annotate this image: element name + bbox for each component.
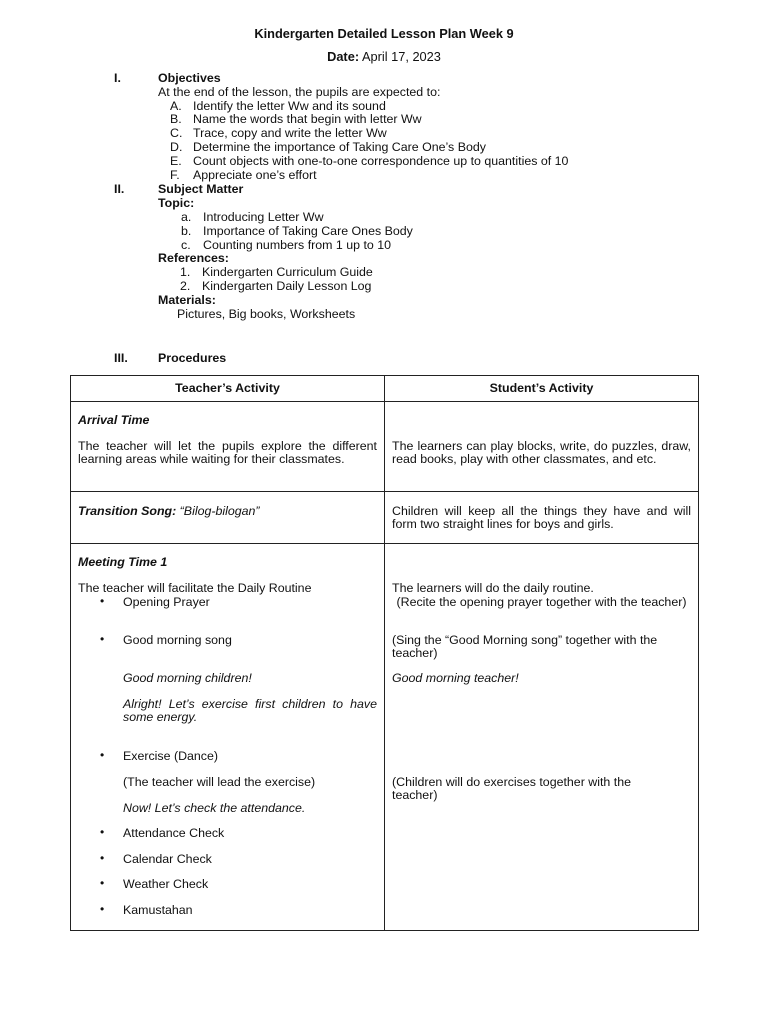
objectives-numeral: I. [114, 71, 121, 85]
routine-attendance: Attendance Check [123, 826, 225, 840]
subject-matter-numeral: II. [114, 182, 125, 196]
teacher-greeting: Good morning children! [123, 671, 252, 685]
topic-marker: b. [181, 224, 192, 238]
teacher-lead-exercise: (The teacher will lead the exercise) [123, 775, 316, 789]
transition-song-title: “Bilog-bilogan” [179, 504, 260, 518]
teacher-activity-header: Teacher’s Activity [71, 376, 385, 402]
reference-marker: 2. [180, 279, 191, 293]
teacher-exercise-prompt: Alright! Let’s exercise first children to have some energy. [123, 697, 377, 725]
objective-marker: B. [170, 112, 182, 126]
meeting-intro: The teacher will facilitate the Daily Routine [78, 581, 312, 595]
transition-song-label: Transition Song: [78, 504, 177, 518]
student-sing: (Sing the “Good Morning song” together with the teacher) [392, 633, 658, 661]
objectives-intro: At the end of the lesson, the pupils are expected to: [158, 85, 441, 99]
routine-good-morning-song: Good morning song [123, 633, 232, 647]
procedures-numeral: III. [114, 351, 128, 365]
routine-kamustahan: Kamustahan [123, 903, 193, 917]
arrival-student-cell [385, 402, 699, 492]
materials-list: Pictures, Big books, Worksheets [177, 307, 356, 321]
transition-student-cell [385, 492, 699, 544]
objective-marker: C. [170, 126, 183, 140]
objective-marker: A. [170, 99, 182, 113]
meeting-teacher-cell [71, 544, 385, 931]
procedures-heading: Procedures [158, 351, 227, 365]
routine-exercise: Exercise (Dance) [123, 749, 219, 763]
topic-marker: a. [181, 210, 192, 224]
routine-calendar: Calendar Check [123, 852, 212, 866]
bullet-icon: • [100, 876, 105, 890]
meeting-time-title: Meeting Time 1 [78, 555, 168, 569]
objective-item: Appreciate one’s effort [193, 168, 317, 182]
transition-song [78, 505, 260, 518]
subject-matter-heading: Subject Matter [158, 182, 244, 196]
date-label: Date: [327, 49, 360, 64]
arrival-teacher-cell [71, 402, 385, 492]
procedures-table [70, 375, 699, 931]
topic-label: Topic: [158, 196, 195, 210]
objectives-heading: Objectives [158, 71, 221, 85]
topic-item: Importance of Taking Care Ones Body [203, 224, 413, 238]
student-greeting: Good morning teacher! [392, 671, 519, 685]
objective-item: Identify the letter Ww and its sound [193, 99, 386, 113]
lesson-date [0, 50, 768, 64]
objective-item: Trace, copy and write the letter Ww [193, 126, 387, 140]
objective-marker: E. [170, 154, 182, 168]
arrival-student-text: The learners can play blocks, write, do puzzles, draw, read books, play with other classmates, and etc. [392, 439, 691, 467]
objective-item: Name the words that begin with letter Ww [193, 112, 422, 126]
bullet-icon: • [100, 748, 105, 762]
materials-label: Materials: [158, 293, 216, 307]
reference-item: Kindergarten Curriculum Guide [202, 265, 373, 279]
document-title: Kindergarten Detailed Lesson Plan Week 9 [254, 26, 514, 41]
arrival-teacher-text: The teacher will let the pupils explore the different learning areas while waiting for their classmates. [78, 439, 377, 467]
objective-item: Determine the importance of Taking Care One’s Body [193, 140, 486, 154]
transition-teacher-cell [71, 492, 385, 544]
bullet-icon: • [100, 594, 105, 608]
transition-student-text: Children will keep all the things they have and will form two straight lines for boys and girls. [392, 504, 691, 532]
bullet-icon: • [100, 825, 105, 839]
objective-marker: D. [170, 140, 183, 154]
routine-weather: Weather Check [123, 877, 209, 891]
reference-item: Kindergarten Daily Lesson Log [202, 279, 372, 293]
student-routine: The learners will do the daily routine. [392, 581, 594, 595]
student-prayer: (Recite the opening prayer together with the teacher) [396, 595, 687, 609]
topic-marker: c. [181, 238, 191, 252]
routine-opening-prayer: Opening Prayer [123, 595, 210, 609]
references-label: References: [158, 251, 229, 265]
bullet-icon: • [100, 851, 105, 865]
topic-item: Counting numbers from 1 up to 10 [203, 238, 392, 252]
student-exercise: (Children will do exercises together with the teacher) [392, 775, 631, 803]
topic-item: Introducing Letter Ww [203, 210, 324, 224]
student-activity-header: Student’s Activity [385, 376, 699, 402]
bullet-icon: • [100, 632, 105, 646]
teacher-attendance-prompt: Now! Let’s check the attendance. [123, 801, 306, 815]
bullet-icon: • [100, 902, 105, 916]
meeting-student-cell [385, 544, 699, 931]
objective-item: Count objects with one-to-one correspondence up to quantities of 10 [193, 154, 569, 168]
date-value: April 17, 2023 [361, 49, 441, 64]
reference-marker: 1. [180, 265, 191, 279]
objective-marker: F. [170, 168, 180, 182]
arrival-time-title: Arrival Time [78, 413, 150, 427]
